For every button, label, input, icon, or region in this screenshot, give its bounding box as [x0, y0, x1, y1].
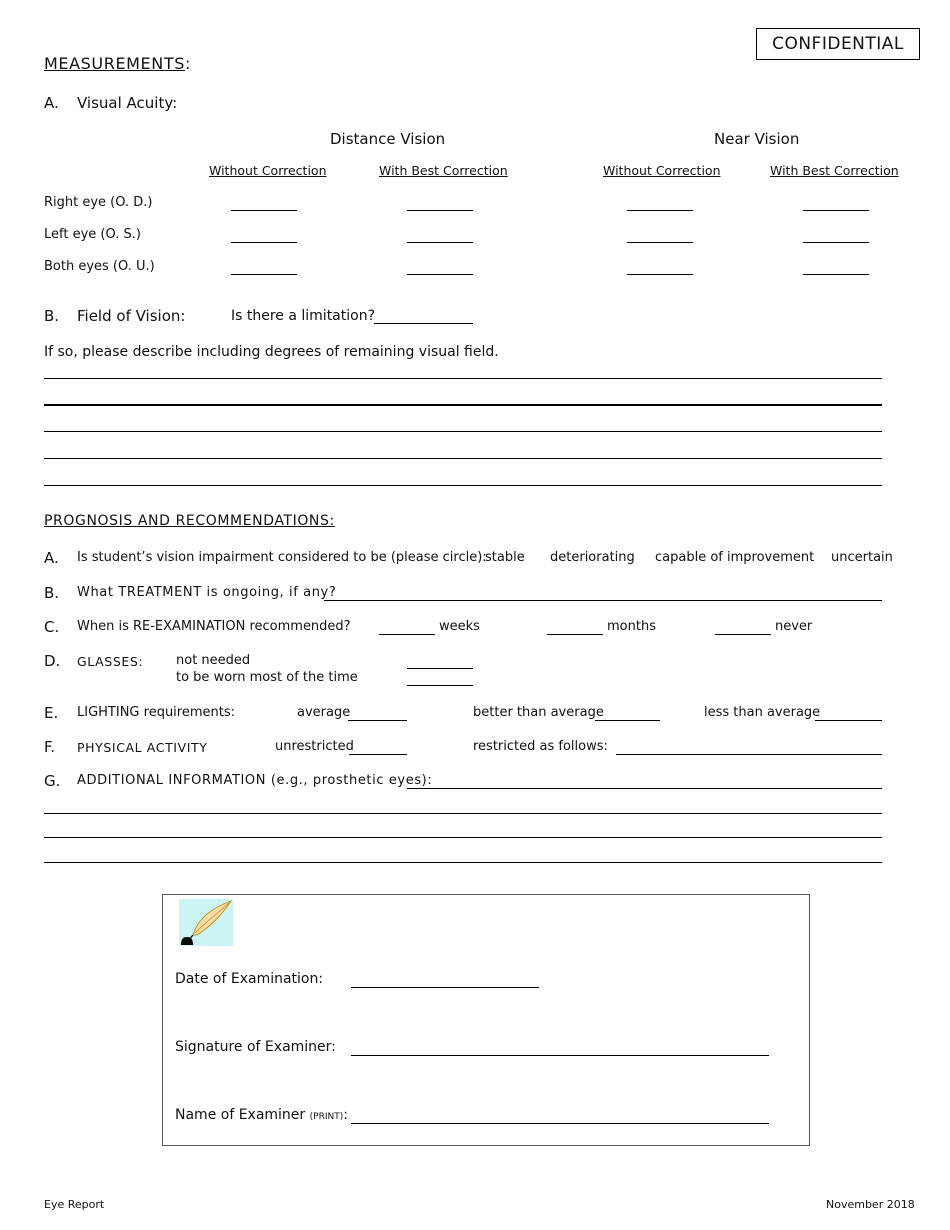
name-of-examiner-field[interactable]: [351, 1123, 769, 1124]
right-eye-distance-with-field[interactable]: [407, 210, 473, 211]
both-eyes-near-without-field[interactable]: [627, 274, 693, 275]
date-of-examination-field[interactable]: [351, 987, 539, 988]
prognosis-c-letter: C.: [44, 618, 60, 636]
prognosis-f-text: PHYSICAL ACTIVITY: [77, 740, 208, 755]
measurements-heading: MEASUREMENTS:: [44, 54, 191, 73]
footer-left: Eye Report: [44, 1198, 105, 1211]
activity-unrestricted-field[interactable]: [349, 754, 407, 755]
date-of-examination-label: Date of Examination:: [175, 971, 324, 987]
option-capable-of-improvement[interactable]: capable of improvement: [655, 550, 815, 565]
glasses-worn-label: to be worn most of the time: [176, 670, 358, 685]
option-deteriorating[interactable]: deteriorating: [550, 550, 635, 565]
glasses-worn-field[interactable]: [407, 685, 473, 686]
right-eye-near-without-field[interactable]: [627, 210, 693, 211]
lighting-less-field[interactable]: [815, 720, 882, 721]
lighting-average-label: average: [297, 705, 351, 720]
prognosis-d-letter: D.: [44, 652, 61, 670]
lighting-less-label: less than average: [704, 705, 821, 720]
never-field[interactable]: [715, 634, 771, 635]
prognosis-g-letter: G.: [44, 772, 61, 790]
signature-of-examiner-field[interactable]: [351, 1055, 769, 1056]
distance-without-correction-header: Without Correction: [209, 163, 327, 178]
prognosis-f-letter: F.: [44, 738, 55, 756]
additional-info-line-1[interactable]: [407, 788, 882, 789]
near-vision-heading: Near Vision: [714, 130, 800, 148]
lighting-better-label: better than average: [473, 705, 604, 720]
lighting-better-field[interactable]: [595, 720, 660, 721]
describe-line-1[interactable]: [44, 378, 882, 379]
name-of-examiner-label: Name of Examiner (PRINT):: [175, 1107, 348, 1123]
row-label-left-eye: Left eye (O. S.): [44, 227, 141, 242]
distance-with-best-correction-header: With Best Correction: [379, 163, 508, 178]
months-label: months: [607, 619, 656, 634]
describe-line-2[interactable]: [44, 404, 882, 406]
visual-acuity-letter: A.: [44, 94, 59, 112]
describe-line-5[interactable]: [44, 485, 882, 486]
prognosis-a-text: Is student’s vision impairment considered to be (please circle):: [77, 550, 487, 565]
left-eye-near-with-field[interactable]: [803, 242, 869, 243]
additional-info-line-2[interactable]: [44, 813, 882, 814]
lighting-average-field[interactable]: [348, 720, 407, 721]
describe-line-4[interactable]: [44, 458, 882, 459]
field-of-vision-letter: B.: [44, 307, 60, 325]
both-eyes-distance-without-field[interactable]: [231, 274, 297, 275]
prognosis-e-letter: E.: [44, 704, 59, 722]
additional-info-line-3[interactable]: [44, 837, 882, 838]
activity-restricted-field[interactable]: [616, 754, 882, 755]
limitation-answer-field[interactable]: [374, 323, 473, 324]
distance-vision-heading: Distance Vision: [330, 130, 446, 148]
field-of-vision-label: Field of Vision:: [77, 307, 186, 325]
weeks-label: weeks: [439, 619, 480, 634]
describe-prompt: If so, please describe including degrees of remaining visual field.: [44, 344, 499, 360]
prognosis-g-text: ADDITIONAL INFORMATION (e.g., prosthetic eyes):: [77, 773, 433, 788]
confidential-label: CONFIDENTIAL: [756, 28, 920, 60]
left-eye-distance-without-field[interactable]: [231, 242, 297, 243]
prognosis-heading: PROGNOSIS AND RECOMMENDATIONS:: [44, 513, 335, 529]
glasses-not-needed-label: not needed: [176, 653, 251, 668]
row-label-both-eyes: Both eyes (O. U.): [44, 259, 155, 274]
examiner-signature-box: [162, 894, 810, 1146]
both-eyes-near-with-field[interactable]: [803, 274, 869, 275]
describe-line-3[interactable]: [44, 431, 882, 432]
prognosis-a-letter: A.: [44, 549, 59, 567]
prognosis-c-text: When is RE-EXAMINATION recommended?: [77, 619, 351, 634]
near-with-best-correction-header: With Best Correction: [770, 163, 899, 178]
footer-right: November 2018: [826, 1198, 915, 1211]
left-eye-distance-with-field[interactable]: [407, 242, 473, 243]
row-label-right-eye: Right eye (O. D.): [44, 195, 153, 210]
option-uncertain[interactable]: uncertain: [831, 550, 893, 565]
both-eyes-distance-with-field[interactable]: [407, 274, 473, 275]
near-without-correction-header: Without Correction: [603, 163, 721, 178]
prognosis-d-text: GLASSES:: [77, 654, 144, 669]
right-eye-near-with-field[interactable]: [803, 210, 869, 211]
activity-restricted-label: restricted as follows:: [473, 739, 608, 754]
never-label: never: [775, 619, 813, 634]
option-stable[interactable]: stable: [485, 550, 525, 565]
visual-acuity-label: Visual Acuity:: [77, 94, 178, 112]
left-eye-near-without-field[interactable]: [627, 242, 693, 243]
activity-unrestricted-label: unrestricted: [275, 739, 354, 754]
prognosis-b-letter: B.: [44, 584, 60, 602]
prognosis-e-text: LIGHTING requirements:: [77, 705, 235, 720]
weeks-field[interactable]: [379, 634, 435, 635]
months-field[interactable]: [547, 634, 603, 635]
treatment-field[interactable]: [324, 600, 882, 601]
glasses-not-needed-field[interactable]: [407, 668, 473, 669]
prognosis-b-text: What TREATMENT is ongoing, if any?: [77, 585, 337, 600]
signature-of-examiner-label: Signature of Examiner:: [175, 1039, 336, 1055]
right-eye-distance-without-field[interactable]: [231, 210, 297, 211]
limitation-question: Is there a limitation?: [231, 308, 376, 324]
additional-info-line-4[interactable]: [44, 862, 882, 863]
quill-pen-icon: [179, 899, 233, 946]
